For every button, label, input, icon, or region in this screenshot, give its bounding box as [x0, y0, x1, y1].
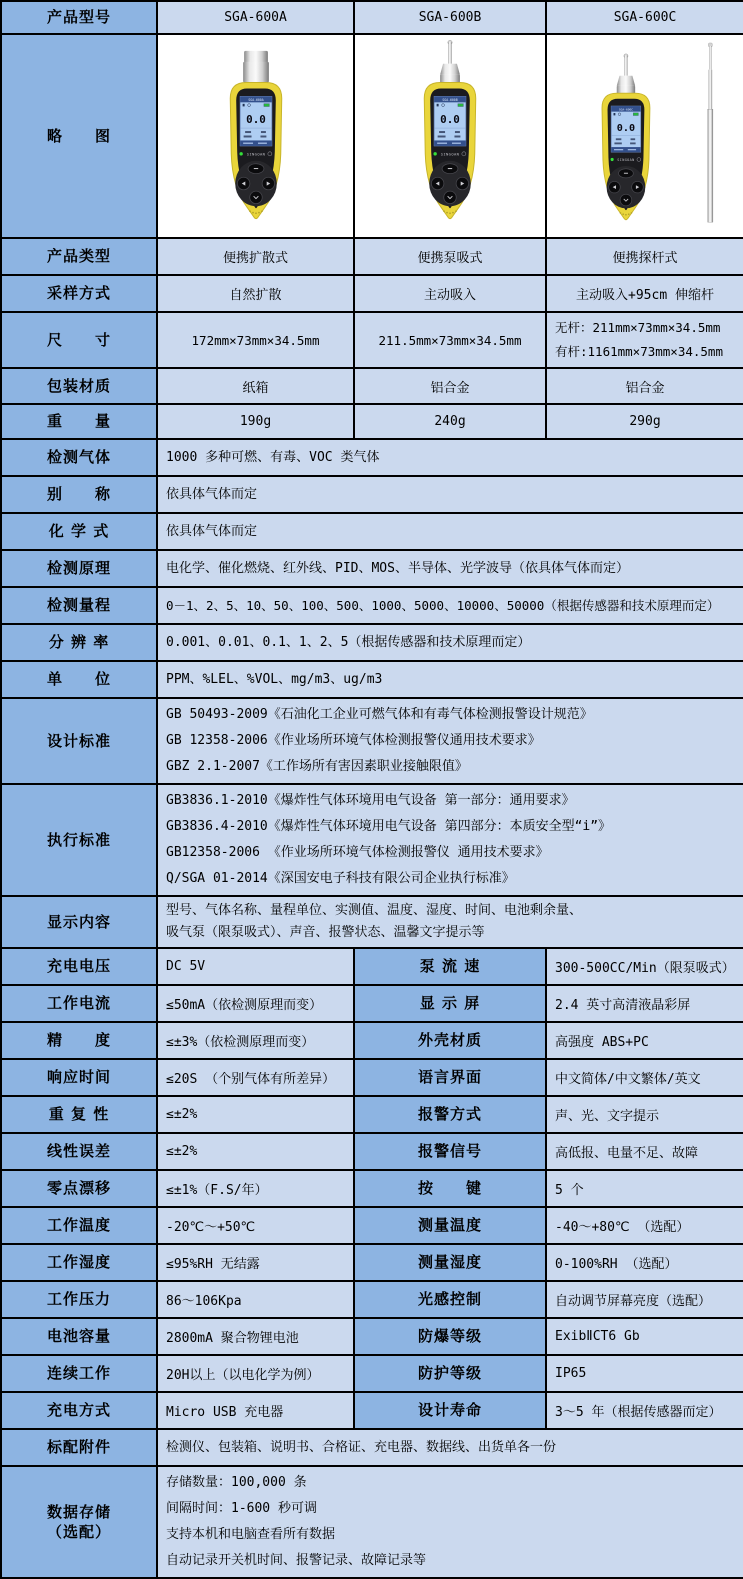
- brand-text: SINGOAN: [246, 152, 265, 157]
- exec-standard-row: [1, 784, 743, 896]
- row-label: 别 称: [1, 476, 157, 513]
- cell-value: ≤95%RH 无结露: [157, 1244, 354, 1281]
- screen-reading: 0.0: [616, 122, 635, 134]
- pair-row-12: [1, 1392, 743, 1429]
- header-label: 产品型号: [1, 1, 157, 34]
- row-label: 检测量程: [1, 587, 157, 624]
- resolution-row: [1, 624, 743, 661]
- row-label: 显示内容: [1, 896, 157, 948]
- pair-row-1: [1, 985, 743, 1022]
- cell-value: 铝合金: [354, 368, 546, 404]
- row-label: 重 复 性: [1, 1096, 157, 1133]
- row-label: 重 量: [1, 404, 157, 439]
- cell-value: 纸箱: [157, 368, 354, 404]
- cell-value: 存储数量：100,000 条 间隔时间：1-600 秒可调 支持本机和电脑查看所有数据 自动记录开关机时间、报警记录、故障记录等: [157, 1466, 743, 1578]
- design-standard-row: [1, 698, 743, 784]
- cell-value: 便携探杆式: [546, 238, 743, 275]
- storage-label-line1: 数据存储: [46, 1502, 111, 1521]
- cell-value: 0－1、2、5、10、50、100、500、1000、5000、10000、50000（根据传感器和技术原理而定）: [157, 587, 743, 624]
- device-image-cell-b: [354, 34, 546, 238]
- row-label: 电池容量: [1, 1318, 157, 1355]
- row-label: 泵 流 速: [354, 948, 546, 985]
- lcd-screen: [611, 106, 640, 152]
- storage-label-line2: （选配）: [46, 1523, 111, 1541]
- cell-value: ≤50mA（依检测原理而变）: [157, 985, 354, 1022]
- row-label: 光感控制: [354, 1281, 546, 1318]
- cell-value: 高强度 ABS+PC: [546, 1022, 743, 1059]
- row-label: 工作压力: [1, 1281, 157, 1318]
- pair-row-7: [1, 1207, 743, 1244]
- row-label: 线性误差: [1, 1133, 157, 1170]
- cell-value: 20H以上（以电化学为例）: [157, 1355, 354, 1392]
- cell-value: 5 个: [546, 1170, 743, 1207]
- cell-value: 240g: [354, 404, 546, 439]
- size-no-rod: 无杆：211mm×73mm×34.5mm: [555, 320, 721, 335]
- cell-value: 自然扩散: [157, 275, 354, 312]
- pair-row-2: [1, 1022, 743, 1059]
- row-label: 检测原理: [1, 550, 157, 587]
- lcd-screen: [434, 96, 466, 145]
- row-label: 设计标准: [1, 698, 157, 784]
- cell-value: 型号、气体名称、量程单位、实测值、温度、湿度、时间、电池剩余量、 吸气泵（限泵吸式）、声音、报警状态、温馨文字提示等: [157, 896, 743, 948]
- row-label: 包装材质: [1, 368, 157, 404]
- size-with-rod: 有杆:1161mm×73mm×34.5mm: [555, 344, 723, 359]
- row-label: 按 键: [354, 1170, 546, 1207]
- cell-value: Micro USB 充电器: [157, 1392, 354, 1429]
- button-cluster: [606, 166, 645, 208]
- cell-value: 中文简体/中文繁体/英文: [546, 1059, 743, 1096]
- model-header-b: SGA-600B: [354, 1, 546, 34]
- pump-probe-icon: [616, 54, 634, 95]
- device-b-image: [375, 37, 525, 235]
- sketch-label: 略 图: [1, 34, 157, 238]
- cell-value: 0-100%RH （选配）: [546, 1244, 743, 1281]
- cell-value: 依具体气体而定: [157, 476, 743, 513]
- cell-value: 2800mA 聚合物锂电池: [157, 1318, 354, 1355]
- row-label: 设计寿命: [354, 1392, 546, 1429]
- pair-row-9: [1, 1281, 743, 1318]
- cell-value: ≤20S （个别气体有所差异）: [157, 1059, 354, 1096]
- row-label: 充电电压: [1, 948, 157, 985]
- row-label: 工作温度: [1, 1207, 157, 1244]
- row-label: 充电方式: [1, 1392, 157, 1429]
- cell-value: DC 5V: [157, 948, 354, 985]
- screen-model-text: SGA-600A: [247, 98, 264, 103]
- device-image-cell-a: [157, 34, 354, 238]
- row-label: 精 度: [1, 1022, 157, 1059]
- row-label: 尺 寸: [1, 312, 157, 368]
- cell-value: 高低报、电量不足、故障: [546, 1133, 743, 1170]
- cell-value: 211.5mm×73mm×34.5mm: [354, 312, 546, 368]
- alias-row: [1, 476, 743, 513]
- header-row: [1, 1, 743, 34]
- row-label: 测量湿度: [354, 1244, 546, 1281]
- weight-row: [1, 404, 743, 439]
- unit-row: [1, 661, 743, 698]
- accessories-row: [1, 1429, 743, 1466]
- row-label: 采样方式: [1, 275, 157, 312]
- cell-value: 便携泵吸式: [354, 238, 546, 275]
- type-row: [1, 238, 743, 275]
- cell-value: ≤±3%（依检测原理而变）: [157, 1022, 354, 1059]
- pair-row-11: [1, 1355, 743, 1392]
- row-label: 语言界面: [354, 1059, 546, 1096]
- row-label: 零点漂移: [1, 1170, 157, 1207]
- row-label: 分 辨 率: [1, 624, 157, 661]
- cell-value: GB3836.1-2010《爆炸性气体环境用电气设备 第一部分：通用要求》 GB3836.4-2010《爆炸性气体环境用电气设备 第四部分：本质安全型“i”》 GB12358-2006 《作业场所环境气体检测报警仪 通用技术要求》 Q/SGA 01-2014《深国安电子科技有限公司企业执行标准》: [157, 784, 743, 896]
- cell-value: ≤±2%: [157, 1133, 354, 1170]
- pump-probe-icon: [440, 40, 460, 84]
- pair-row-4: [1, 1096, 743, 1133]
- cell-value: 检测仪、包装箱、说明书、合格证、充电器、数据线、出货单各一份: [157, 1429, 743, 1466]
- row-label: 化 学 式: [1, 513, 157, 550]
- lcd-screen: [240, 96, 272, 145]
- row-label: 报警信号: [354, 1133, 546, 1170]
- package-row: [1, 368, 743, 404]
- enter-button-icon: [249, 191, 261, 203]
- button-cluster: [429, 161, 471, 207]
- row-label: 外壳材质: [354, 1022, 546, 1059]
- sketch-row: [1, 34, 743, 238]
- principle-row: [1, 550, 743, 587]
- row-label: [1, 1466, 157, 1578]
- speaker-icon: [437, 104, 439, 107]
- cell-value: 2.4 英寸高清液晶彩屏: [546, 985, 743, 1022]
- screen-reading: 0.0: [440, 113, 460, 127]
- row-label: 报警方式: [354, 1096, 546, 1133]
- brand-text: SINGOAN: [440, 152, 460, 157]
- cell-value: 铝合金: [546, 368, 743, 404]
- formula-row: [1, 513, 743, 550]
- speaker-icon: [613, 113, 615, 115]
- display-content-row: [1, 896, 743, 948]
- row-label: 产品类型: [1, 238, 157, 275]
- model-header-a: SGA-600A: [157, 1, 354, 34]
- row-label: 工作电流: [1, 985, 157, 1022]
- cell-value: IP65: [546, 1355, 743, 1392]
- cell-value: 3～5 年（根据传感器而定）: [546, 1392, 743, 1429]
- storage-row: [1, 1466, 743, 1578]
- cell-value: 0.001、0.01、0.1、1、2、5（根据传感器和技术原理而定）: [157, 624, 743, 661]
- cell-value: 1000 多种可燃、有毒、VOC 类气体: [157, 439, 743, 476]
- screen-model-text: SGA-600C: [618, 107, 633, 112]
- size-row: [1, 312, 743, 368]
- row-label: 测量温度: [354, 1207, 546, 1244]
- telescopic-rod-icon: [707, 43, 712, 222]
- battery-icon: [633, 113, 638, 116]
- row-label: 单 位: [1, 661, 157, 698]
- cell-value: 电化学、催化燃烧、红外线、PID、MOS、半导体、光学波导（依具体气体而定）: [157, 550, 743, 587]
- row-label: 工作湿度: [1, 1244, 157, 1281]
- device-a-image: [181, 37, 331, 235]
- cell-value: 172mm×73mm×34.5mm: [157, 312, 354, 368]
- pair-row-10: [1, 1318, 743, 1355]
- range-row: [1, 587, 743, 624]
- button-cluster: [235, 161, 277, 207]
- cell-value: 主动吸入+95cm 伸缩杆: [546, 275, 743, 312]
- row-label: 响应时间: [1, 1059, 157, 1096]
- cell-value: 86～106Kpa: [157, 1281, 354, 1318]
- cell-value: ≤±1%（F.S/年）: [157, 1170, 354, 1207]
- cell-value: 依具体气体而定: [157, 513, 743, 550]
- status-led: [610, 158, 613, 161]
- cell-value: 声、光、文字提示: [546, 1096, 743, 1133]
- cell-value: ≤±2%: [157, 1096, 354, 1133]
- cell-value: 300-500CC/Min（限泵吸式）: [546, 948, 743, 985]
- status-led: [239, 152, 242, 155]
- row-label: 标配附件: [1, 1429, 157, 1466]
- screen-reading: 0.0: [245, 113, 266, 127]
- enter-button-icon: [620, 194, 632, 206]
- model-header-c: SGA-600C: [546, 1, 743, 34]
- cell-value: 290g: [546, 404, 743, 439]
- cell-value: [546, 312, 743, 368]
- status-led: [433, 152, 436, 155]
- sensor-cap-icon: [243, 51, 269, 83]
- screen-model-text: SGA-600B: [442, 98, 458, 103]
- cell-value: 便携扩散式: [157, 238, 354, 275]
- cell-value: 主动吸入: [354, 275, 546, 312]
- row-label: 检测气体: [1, 439, 157, 476]
- battery-icon: [263, 104, 268, 107]
- pair-row-5: [1, 1133, 743, 1170]
- pair-row-6: [1, 1170, 743, 1207]
- device-image-cell-c: [546, 34, 743, 238]
- brand-text: SINGOAN: [616, 158, 635, 163]
- cell-value: 自动调节屏幕亮度（选配）: [546, 1281, 743, 1318]
- pair-row-0: [1, 948, 743, 985]
- cell-value: -40～+80℃ （选配）: [546, 1207, 743, 1244]
- cell-value: PPM、%LEL、%VOL、mg/m3、ug/m3: [157, 661, 743, 698]
- gas-row: [1, 439, 743, 476]
- cell-value: ExibⅡCT6 Gb: [546, 1318, 743, 1355]
- cell-value: GB 50493-2009《石油化工企业可燃气体和有毒气体检测报警设计规范》 GB 12358-2006《作业场所环境气体检测报警仪通用技术要求》 GBZ 2.1-2007《工作场所有害因素职业接触限值》: [157, 698, 743, 784]
- row-label: 连续工作: [1, 1355, 157, 1392]
- pair-row-3: [1, 1059, 743, 1096]
- enter-button-icon: [444, 191, 456, 203]
- row-label: 显 示 屏: [354, 985, 546, 1022]
- device-c-image: [563, 37, 728, 235]
- sampling-row: [1, 275, 743, 312]
- speaker-icon: [242, 104, 244, 107]
- battery-icon: [458, 104, 463, 107]
- row-label: 防爆等级: [354, 1318, 546, 1355]
- row-label: 防护等级: [354, 1355, 546, 1392]
- pair-row-8: [1, 1244, 743, 1281]
- cell-value: 190g: [157, 404, 354, 439]
- row-label: 执行标准: [1, 784, 157, 896]
- cell-value: -20℃～+50℃: [157, 1207, 354, 1244]
